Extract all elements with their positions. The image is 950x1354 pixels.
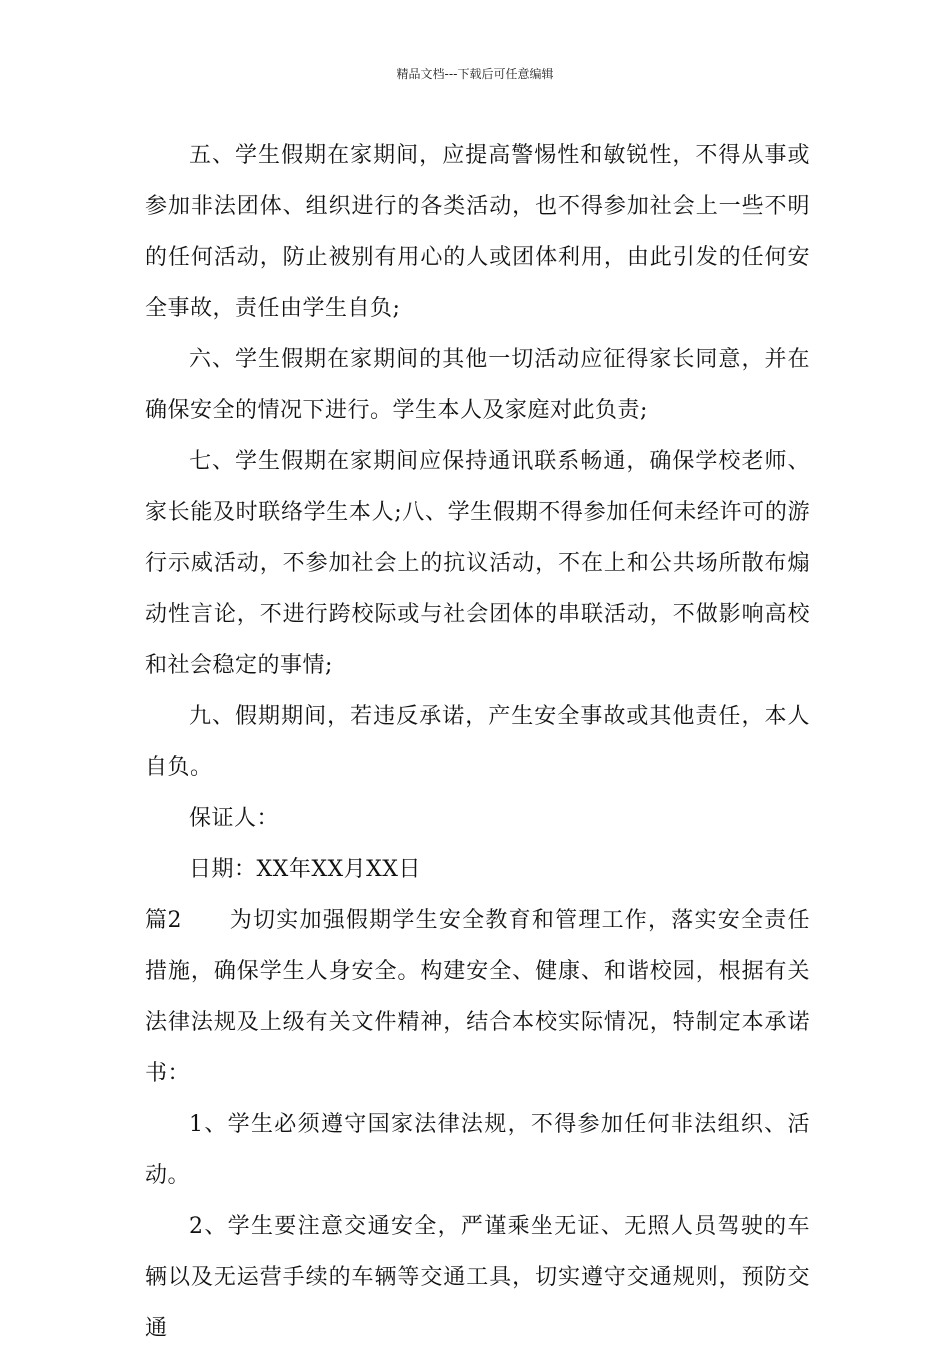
section-2-item-1: 1、学生必须遵守国家法律法规，不得参加任何非法组织、活动。 [145, 1112, 810, 1188]
guarantor-line: 保证人： [189, 806, 280, 831]
page-header: 精品文档---下载后可任意编辑 [396, 67, 554, 81]
section-2-intro [145, 895, 810, 1099]
date-line: 日期：XX年XX月XX日 [189, 857, 421, 882]
paragraph-item-7-8: 七、学生假期在家期间应保持通讯联系畅通，确保学校老师、家长能及时联络学生本人;八、学生假期不得参加任何未经许可的游行示威活动，不参加社会上的抗议活动，不在上和公共场所散布煽动性言论，不进行跨校际或与社会团体的串联活动，不做影响高校和社会稳定的事情; [145, 449, 810, 678]
paragraph-item-9: 九、假期期间，若违反承诺，产生安全事故或其他责任，本人自负。 [145, 704, 810, 780]
document-body [145, 130, 810, 1354]
section-2-heading: 篇2 [145, 908, 182, 933]
paragraph-item-6: 六、学生假期在家期间的其他一切活动应征得家长同意，并在确保安全的情况下进行。学生本人及家庭对此负责; [145, 347, 810, 423]
paragraph-item-5: 五、学生假期在家期间，应提高警惕性和敏锐性，不得从事或参加非法团体、组织进行的各类活动，也不得参加社会上一些不明的任何活动，防止被别有用心的人或团体利用，由此引发的任何安全事故，责任由学生自负; [145, 143, 810, 321]
section-2-item-2: 2、学生要注意交通安全，严谨乘坐无证、无照人员驾驶的车辆以及无运营手续的车辆等交通工具，切实遵守交通规则，预防交通 [145, 1214, 810, 1341]
section-2-intro-text: 为切实加强假期学生安全教育和管理工作，落实安全责任措施，确保学生人身安全。构建安全、健康、和谐校园，根据有关法律法规及上级有关文件精神，结合本校实际情况，特制定本承诺书： [145, 908, 810, 1086]
